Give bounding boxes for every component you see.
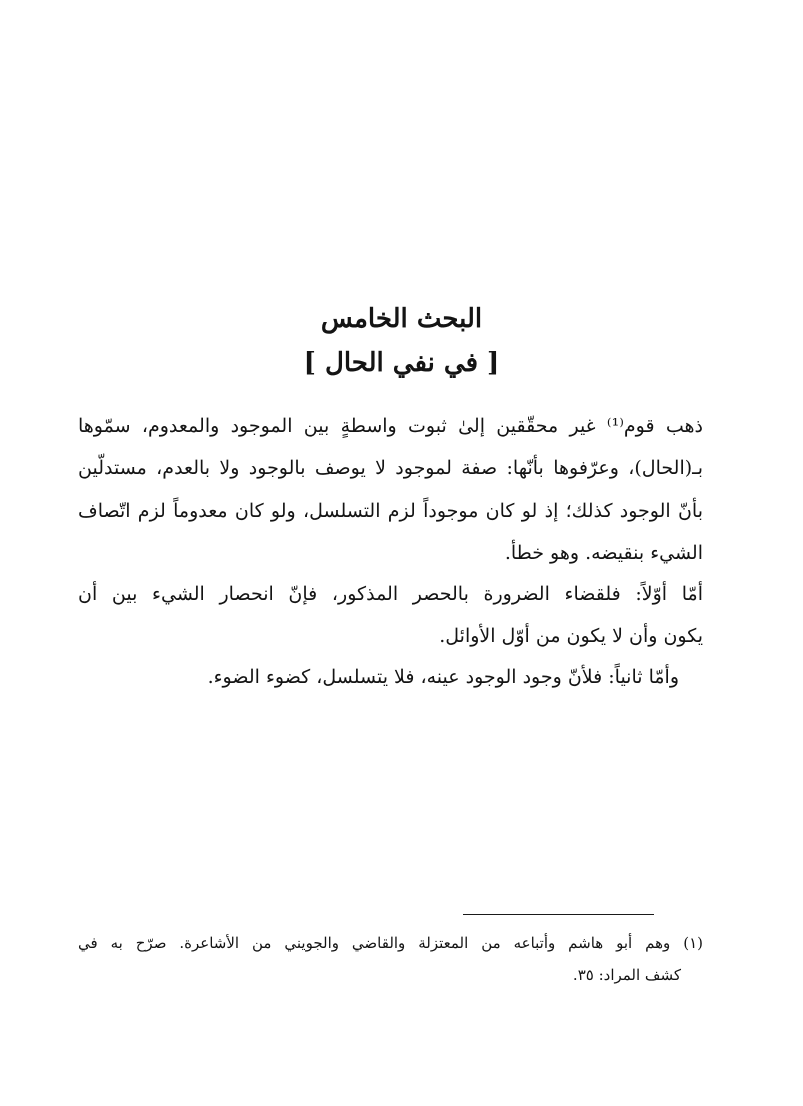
- body-text: [78, 406, 703, 696]
- body-line: ذهب قوم⁽¹⁾ غير محقّقين إلىٰ ثبوت واسطةٍ بين الموجود والمعدوم، سمّوها: [78, 415, 703, 437]
- footnote-line: كشف المراد: ٣٥.: [572, 966, 681, 984]
- section-subtitle: [ في نفي الحال ]: [303, 348, 500, 378]
- body-line: يكون وأن لا يكون من أوّل الأوائل.: [439, 625, 703, 647]
- body-line: بأنّ الوجود كذلك؛ إذ لو كان موجوداً لزم التسلسل، ولو كان معدوماً لزم اتّصاف: [78, 500, 703, 522]
- section-title: البحث الخامس: [320, 304, 483, 334]
- footnote-divider: [463, 914, 654, 915]
- body-line: الشيء بنقيضه. وهو خطأ.: [504, 542, 703, 564]
- body-line: بـ(الحال)، وعرّفوها بأنّها: صفة لموجود لا يوصف بالوجود ولا بالعدم، مستدلّين: [78, 457, 703, 479]
- body-line: أمّا أوّلاً: فلقضاء الضرورة بالحصر المذكور، فإنّ انحصار الشيء بين أن: [78, 583, 703, 605]
- footnote-line: (١) وهم أبو هاشم وأتباعه من المعتزلة والقاضي والجويني من الأشاعرة. صرّح به في: [78, 934, 703, 952]
- body-line: وأمّا ثانياً: فلأنّ وجود الوجود عينه، فلا يتسلسل، كضوء الضوء.: [207, 666, 679, 688]
